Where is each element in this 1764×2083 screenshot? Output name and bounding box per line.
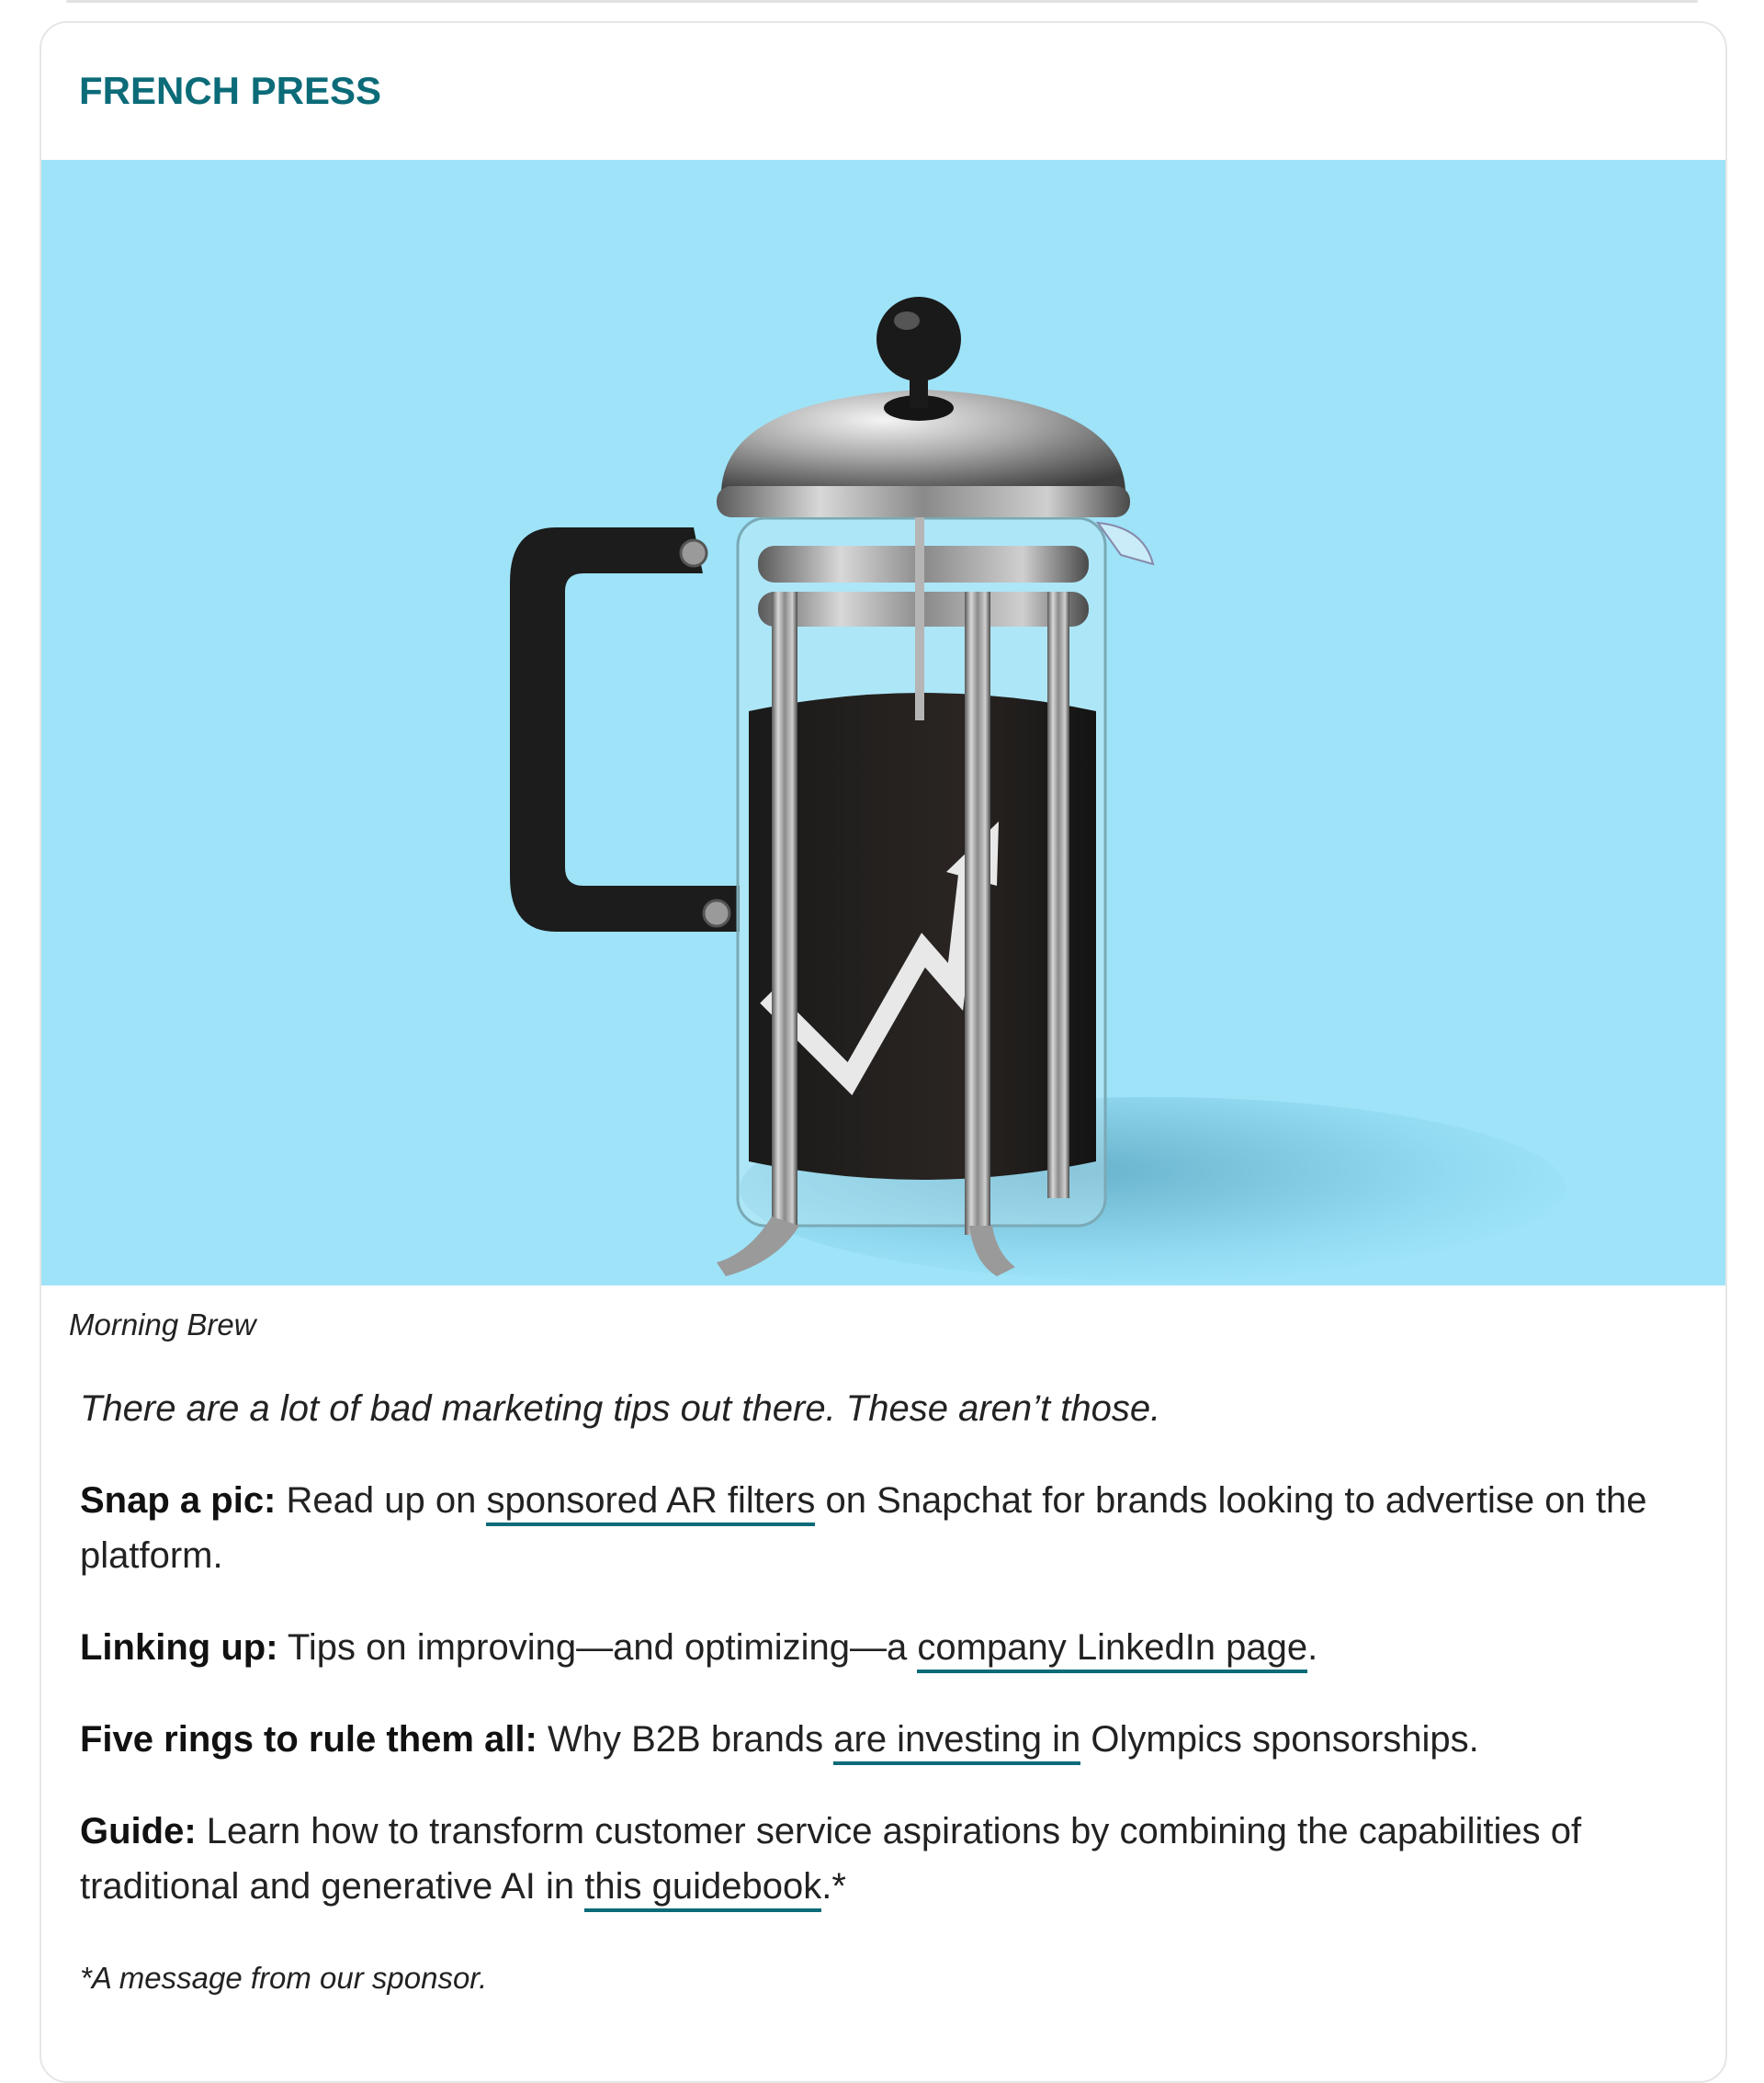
item-text: .: [1307, 1627, 1318, 1668]
item-text: Read up on: [276, 1480, 487, 1521]
sponsored-ar-filters-link[interactable]: sponsored AR filters: [486, 1480, 815, 1526]
list-item: [80, 1804, 1724, 1914]
company-linkedin-page-link[interactable]: company LinkedIn page: [917, 1627, 1307, 1673]
item-label: Snap a pic:: [80, 1480, 277, 1521]
item-text: Why B2B brands: [537, 1719, 834, 1760]
sponsor-footnote: *A message from our sponsor.: [80, 1961, 488, 1995]
item-text: Learn how to transform customer service aspirations by combining the capabilities of traditional and generative AI in: [80, 1811, 1582, 1907]
item-label: Five rings to rule them all:: [80, 1719, 537, 1760]
item-text: on Snapchat for brands looking to advertise on the platform.: [80, 1480, 1647, 1576]
section-title: FRENCH PRESS: [79, 69, 382, 112]
item-label: Guide:: [80, 1811, 197, 1851]
list-item: [80, 1712, 1724, 1767]
image-caption: Morning Brew: [69, 1308, 256, 1341]
divider: [66, 0, 1698, 3]
item-label: Linking up:: [80, 1627, 278, 1668]
are-investing-in-link[interactable]: are investing in: [833, 1719, 1080, 1765]
list-item: [80, 1473, 1724, 1583]
article-body: [80, 1381, 1724, 2043]
hero-image: [41, 160, 1725, 1285]
french-press-icon: [41, 160, 1725, 1285]
intro-text: There are a lot of bad marketing tips out there. These aren’t those.: [80, 1388, 1161, 1429]
item-text: .*: [821, 1866, 846, 1907]
this-guidebook-link[interactable]: this guidebook: [584, 1866, 821, 1912]
item-text: Tips on improving—and optimizing—a: [277, 1627, 918, 1668]
list-item: [80, 1620, 1724, 1675]
newsletter-section-card: [40, 21, 1727, 2083]
item-text: Olympics sponsorships.: [1080, 1719, 1479, 1760]
